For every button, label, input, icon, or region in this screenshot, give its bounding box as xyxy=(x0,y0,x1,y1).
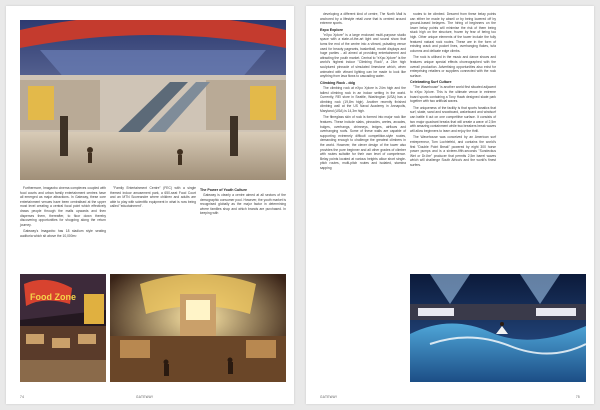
page-number: 75 xyxy=(575,395,580,399)
right-page-column-2 xyxy=(410,12,496,170)
section-heading: Climbing Rock - ddg xyxy=(320,80,355,85)
paragraph: The rock is utilised in the music and dance shows and features unique special effects choreographed with the overall production. Advertising opportunities also exist for enterprising retailers or suppliers connected with the rock surface. xyxy=(410,55,496,78)
paragraph: The Wavehouse was conceived by an American surf entrepreneur, Tom Lochtefeld, and contains the world's first "Double Point Break" powered by eight 300 horse power pumps and is a sixteen-fifth-seconds "Sundeckus Wet or Dr-Ibe" producer that permits 2,5m barrel waves which will challenge South Africa's and the world's finest surfers. xyxy=(410,135,496,167)
page-number: 74 xyxy=(20,395,25,399)
paragraph: Gateway is clearly a centre aimed at all sectors of the demographic consumer pool. However, the youth market is recognised globally as the major factor in determining where families shop and which brands are purchased. In keeping with xyxy=(200,193,286,216)
paragraph: The uniqueness of the facility is that sports fanatics that surf, skate, sand and snowboard, wakeboard and windsurf can battle it out on one competitive surface. It consists of two major quadrant breaks that will create a wave of 2,5m with amazing containment while two breakers break waves will allow beginners to learn and enjoy the thrill. xyxy=(410,105,496,133)
amusement-hall-photo xyxy=(110,274,286,382)
paragraph: The climbing rock at eXpo Xplore is 24m high and the tallest climbing rock in an indoor setting in the world. Currently, REI store in Seattle, Washington (USA) has a climbing rock (19,8m high). Another recently finished climbing wall at the US Naval Academy in Annapolis, Maryland (USA) is 14,3m high. xyxy=(320,85,406,113)
running-footer: GATEWAY xyxy=(320,395,338,399)
left-page-column-1 xyxy=(20,186,106,241)
paragraph: "eXpo Xplore" is a large enclosed multi-purpose studio space with a state-of-the-art light and sound show that turns the end of the centre into a vibrant, pulsating venue used for beauty pageants, basketball, model displays and huge parties - all aimed at providing entertainment and attracting the youth market. Central to "eXpo Xplore" is the world's highest indoor "Climbing Rock", a 24m high sculptured pinnacle of simulated limestone which, when animated with vibrant lighting can be made to look like anything from lava flows to cascading water. xyxy=(320,32,406,79)
food-zone-sign: Food Zone xyxy=(30,292,76,302)
wavehouse-photo xyxy=(410,274,586,382)
right-page-column-1 xyxy=(320,12,406,173)
paragraph: Gateway's Imagaxbo has 18 stadium style seating auditoria which sit above the 10,000m² xyxy=(20,229,106,238)
paragraph: "The Wavehouse" is another world first situated adjacent to eXpo Xplore. This is the ultimate venue in extreme board sports containing a Tony Hawk designed skate park together with two artificial waves. xyxy=(410,85,496,104)
mall-atrium-photo xyxy=(20,20,286,180)
right-page xyxy=(306,6,594,404)
left-page-column-3 xyxy=(200,186,286,218)
section-heading: The Power of Youth Culture xyxy=(200,188,247,192)
paragraph: The fibreglass skin of rock is formed into major rock like features. These include slabs, pinnacles, aretes, arcades, bulges, overhangs, chimneys, ledges, airflows and overhanging roofs. Some of these walls are capable of supporting extremely difficult competition-style routes, demanding enough to challenge the greatest climbers in the world. However, the clever design of the tower also provides the pure beginner and all other grades of climber with routes suitable for their own level of competence. Belay points located at various heights allow short single-pitch routes, multi-pitch routes and isolated, stamina sapping xyxy=(320,115,406,170)
left-page-column-2 xyxy=(110,186,196,211)
section-heading: Expo Explore xyxy=(320,27,343,32)
paragraph: Furthermore, Imagaxbo cinema complexes coupled with food courts and urban family entertainment centres have all emerged as major attractions. In Gateway, these core entertainment venues have been centralised at the upper most level creating a central focal point which effectively draws people through the malls upwards and then disperses them, thereafter, to floor down thereby discovering opportunities for shopping along the return journey. xyxy=(20,186,106,227)
left-page xyxy=(6,6,294,404)
paragraph: "Family Entertainment Centre" (FEC) with a single themed indoor amusement park, a 650-seat Food Court and an MTN Scoreandre where children and adults are able to play with scientific equipment in what is now being called "eduotainment". xyxy=(110,186,196,209)
section-heading: Celebrating Surf Culture xyxy=(410,80,452,85)
food-zone-photo xyxy=(20,274,106,382)
paragraph: developing a different kind of centre, The North Mall is anchored by a lifestyle retail zone that is centred around extreme sports. xyxy=(320,12,406,26)
running-footer: GATEWAY xyxy=(136,395,154,399)
paragraph: routes to be climbed. Descent from these belay points can either be made by abseil or by being lowered off by ground-based belayers. The hiring of beginners on the lower belay points will minimise the risk of them being stuck high on the structure, frozen by fear of being too high. Other unique elements of the tower include the fully featured natural rock routes. These are in the form of existing crack and pocket lines, overhanging flakes, tufa columns and delicate edge climbs. xyxy=(410,12,496,53)
